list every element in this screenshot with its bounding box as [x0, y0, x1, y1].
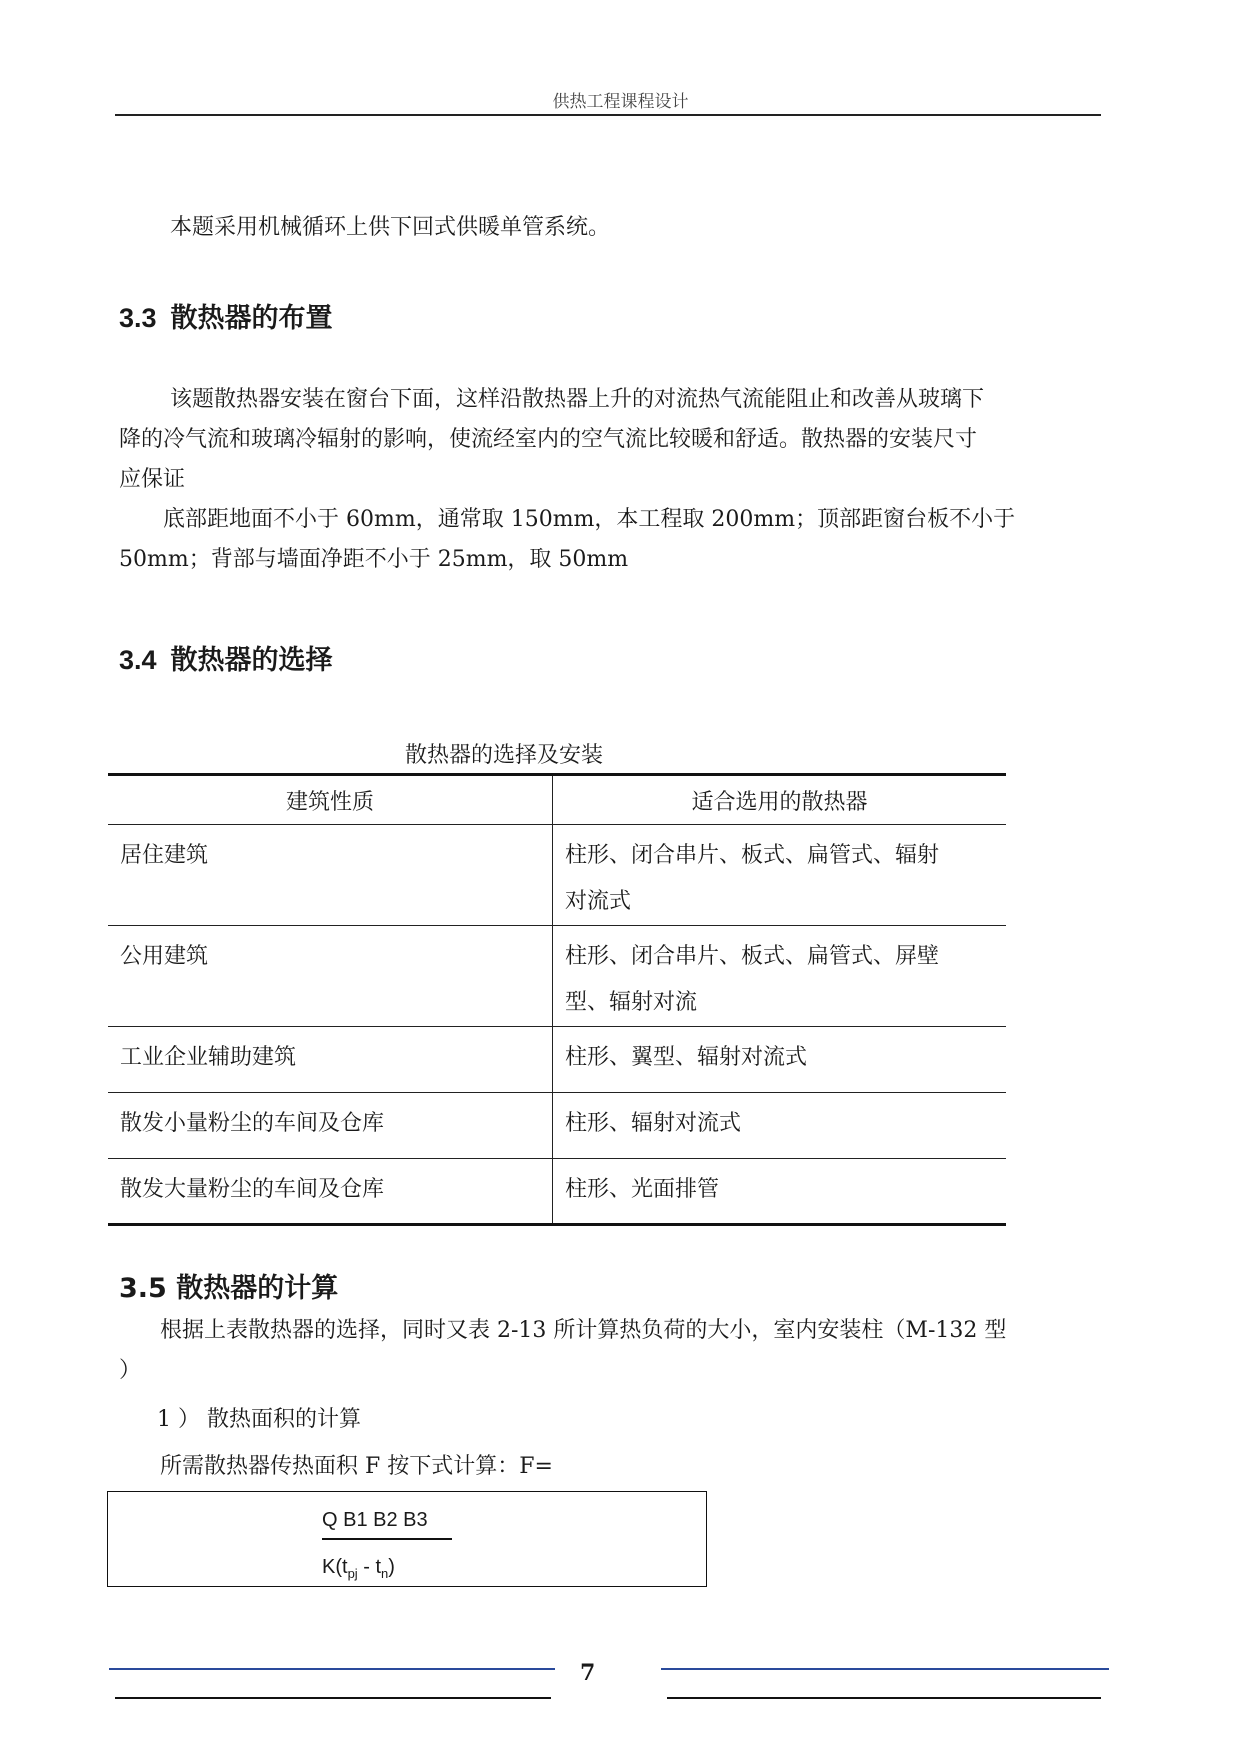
column-header: 建筑性质: [108, 775, 553, 825]
radiator-type-cell: 柱形、光面排管: [553, 1159, 1007, 1225]
footer-rule: [667, 1697, 1101, 1699]
cell-line: 柱形、闭合串片、板式、扁管式、辐射: [565, 843, 940, 868]
radiator-type-cell: [553, 825, 1007, 926]
radiator-type-cell: 柱形、辐射对流式: [553, 1093, 1007, 1159]
running-header: 供热工程课程设计: [552, 92, 689, 112]
intro-paragraph: 本题采用机械循环上供下回式供暖单管系统。: [170, 215, 611, 240]
section-3-4-heading: [119, 638, 333, 677]
formula-numerator: Q B1 B2 B3: [322, 1509, 428, 1531]
section-3-5-heading: 3.5 散热器的计算: [119, 1273, 339, 1304]
page-number: 7: [580, 1660, 596, 1686]
paragraph-line: 该题散热器安装在窗台下面，这样沿散热器上升的对流热气流能阻止和改善从玻璃下: [170, 387, 985, 412]
den-subscript: n: [381, 1566, 389, 1581]
cell-line: 对流式: [565, 889, 632, 914]
table-header-row: [108, 775, 1006, 825]
paragraph-line: 降的冷气流和玻璃冷辐射的影响，使流经室内的空气流比较暖和舒适。散热器的安装尺寸: [119, 427, 978, 452]
paragraph-line: ）: [119, 1358, 142, 1383]
cell-line: 柱形、闭合串片、板式、扁管式、屏壁: [565, 944, 940, 969]
paragraph-line: 应保证: [119, 467, 186, 492]
paragraph-line: 底部距地面不小于 60mm，通常取 150mm，本工程取 200mm；顶部距窗台板不小于: [163, 507, 1016, 532]
building-type-cell: 散发大量粉尘的车间及仓库: [108, 1159, 553, 1225]
section-number: 3.4: [119, 645, 157, 675]
footer-rule: [109, 1668, 555, 1670]
table-row: [108, 926, 1006, 1027]
section-title: 散热器的布置: [170, 303, 333, 334]
table-caption: 散热器的选择及安装: [404, 743, 603, 768]
section-number: 3.3: [119, 303, 157, 333]
fraction-bar: [322, 1538, 452, 1540]
building-type-cell: 散发小量粉尘的车间及仓库: [108, 1093, 553, 1159]
paragraph-line: 根据上表散热器的选择，同时又表 2-13 所计算热负荷的大小，室内安装柱（M-132 型: [160, 1318, 1007, 1343]
column-header: 适合选用的散热器: [553, 775, 1007, 825]
formula-denominator: [322, 1556, 395, 1581]
cell-line: 型、辐射对流: [565, 990, 698, 1015]
formula-intro: 所需散热器传热面积 F 按下式计算：F=: [160, 1454, 553, 1479]
den-part: ): [388, 1556, 395, 1578]
den-part: - t: [357, 1556, 382, 1578]
header-rule: [115, 114, 1101, 116]
section-3-3-heading: [119, 296, 333, 335]
table-row: [108, 825, 1006, 926]
building-type-cell: 工业企业辅助建筑: [108, 1027, 553, 1093]
radiator-selection-table: [108, 773, 1006, 1226]
radiator-type-cell: [553, 926, 1007, 1027]
building-type-cell: 公用建筑: [108, 926, 553, 1027]
step-label: 1 ） 散热面积的计算: [157, 1407, 361, 1432]
den-subscript: pj: [347, 1566, 358, 1581]
table-row: [108, 1093, 1006, 1159]
section-title: 散热器的选择: [170, 645, 333, 676]
den-part: K(t: [322, 1556, 348, 1578]
paragraph-line: 50mm；背部与墙面净距不小于 25mm，取 50mm: [119, 547, 629, 572]
building-type-cell: 居住建筑: [108, 825, 553, 926]
footer-rule: [115, 1697, 551, 1699]
footer-rule: [661, 1668, 1109, 1670]
table-row: [108, 1159, 1006, 1225]
radiator-type-cell: 柱形、翼型、辐射对流式: [553, 1027, 1007, 1093]
table-row: [108, 1027, 1006, 1093]
